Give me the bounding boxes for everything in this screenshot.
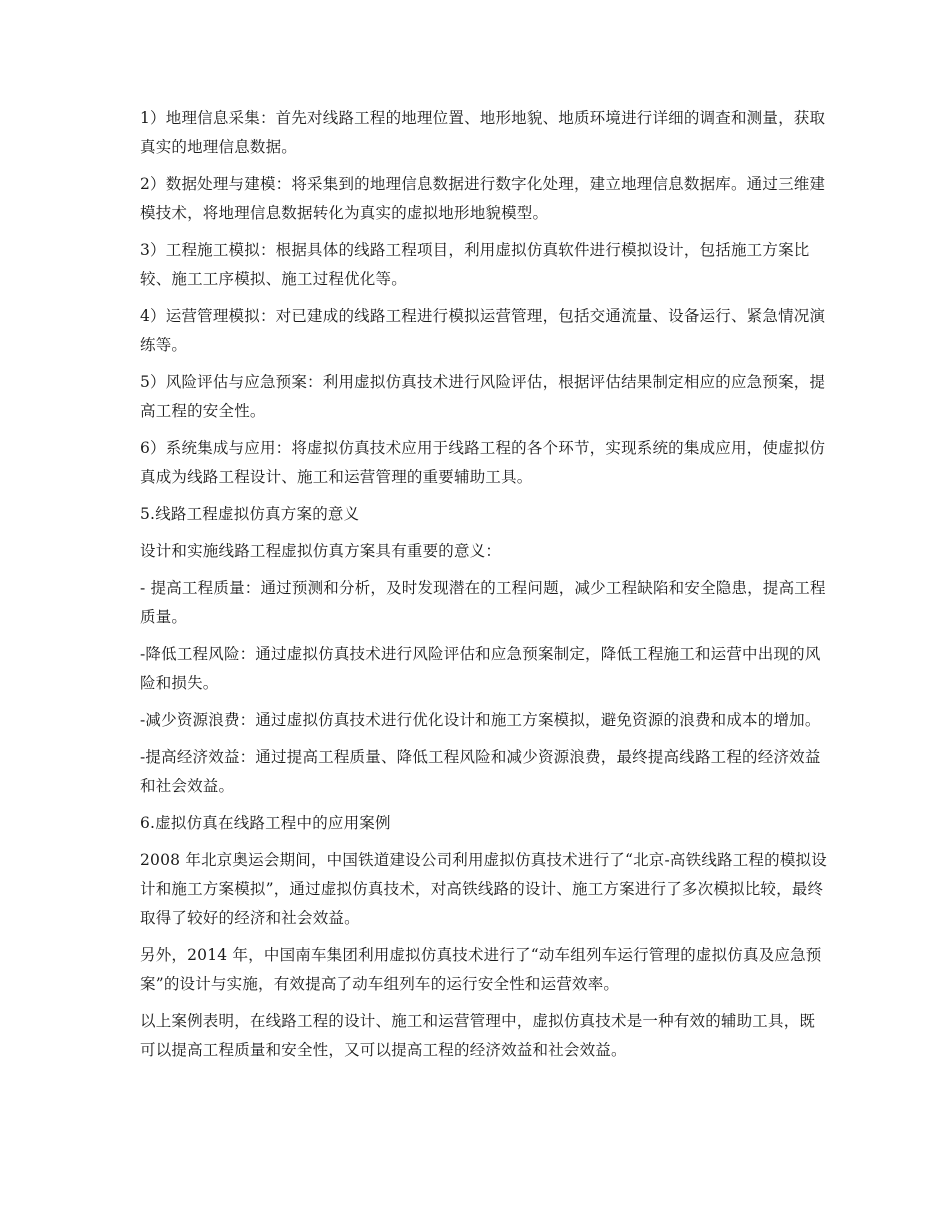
list-item-improve-quality: - 提高工程质量：通过预测和分析，及时发现潜在的工程问题，减少工程缺陷和安全隐患，提高工程质量。 <box>140 579 826 626</box>
section-heading-application-cases: 6.虚拟仿真在线路工程中的应用案例 <box>140 814 391 832</box>
list-item-improve-economic-benefit: -提高经济效益：通过提高工程质量、降低工程风险和减少资源浪费，最终提高线路工程的经济效益和社会效益。 <box>140 748 821 795</box>
paragraph-significance-intro: 设计和实施线路工程虚拟仿真方案具有重要的意义： <box>140 542 502 560</box>
paragraph-conclusion: 以上案例表明，在线路工程的设计、施工和运营管理中，虚拟仿真技术是一种有效的辅助工具，既可以提高工程质量和安全性，又可以提高工程的经济效益和社会效益。 <box>140 1012 816 1059</box>
list-item-reduce-risk: -降低工程风险：通过虚拟仿真技术进行风险评估和应急预案制定，降低工程施工和运营中出现的风险和损失。 <box>140 645 821 692</box>
paragraph-operation-management-simulation: 4）运营管理模拟：对已建成的线路工程进行模拟运营管理，包括交通流量、设备运行、紧急情况演练等。 <box>140 307 826 354</box>
paragraph-system-integration: 6）系统集成与应用：将虚拟仿真技术应用于线路工程的各个环节，实现系统的集成应用，使虚拟仿真成为线路工程设计、施工和运营管理的重要辅助工具。 <box>140 439 826 486</box>
section-heading-significance: 5.线路工程虚拟仿真方案的意义 <box>140 505 360 523</box>
document-body <box>140 104 830 1073</box>
paragraph-case-2014-csr: 另外，2014 年，中国南车集团利用虚拟仿真技术进行了“动车组列车运行管理的虚拟仿真及应急预案”的设计与实施，有效提高了动车组列车的运行安全性和运营效率。 <box>140 946 822 993</box>
list-item-reduce-waste: -减少资源浪费：通过虚拟仿真技术进行优化设计和施工方案模拟，避免资源的浪费和成本的增加。 <box>140 711 821 729</box>
paragraph-risk-assessment: 5）风险评估与应急预案：利用虚拟仿真技术进行风险评估，根据评估结果制定相应的应急预案，提高工程的安全性。 <box>140 373 826 420</box>
paragraph-geo-info-collection: 1）地理信息采集：首先对线路工程的地理位置、地形地貌、地质环境进行详细的调查和测量，获取真实的地理信息数据。 <box>140 109 826 156</box>
paragraph-construction-simulation: 3）工程施工模拟：根据具体的线路工程项目，利用虚拟仿真软件进行模拟设计，包括施工方案比较、施工工序模拟、施工过程优化等。 <box>140 241 810 288</box>
paragraph-case-2008-beijing: 2008 年北京奥运会期间，中国铁道建设公司利用虚拟仿真技术进行了“北京-高铁线路工程的模拟设计和施工方案模拟”，通过虚拟仿真技术，对高铁线路的设计、施工方案进行了多次模拟比较，最终取得了较好的经济和社会效益。 <box>140 851 827 927</box>
paragraph-data-processing-modeling: 2）数据处理与建模：将采集到的地理信息数据进行数字化处理，建立地理信息数据库。通过三维建模技术，将地理信息数据转化为真实的虚拟地形地貌模型。 <box>140 175 826 222</box>
